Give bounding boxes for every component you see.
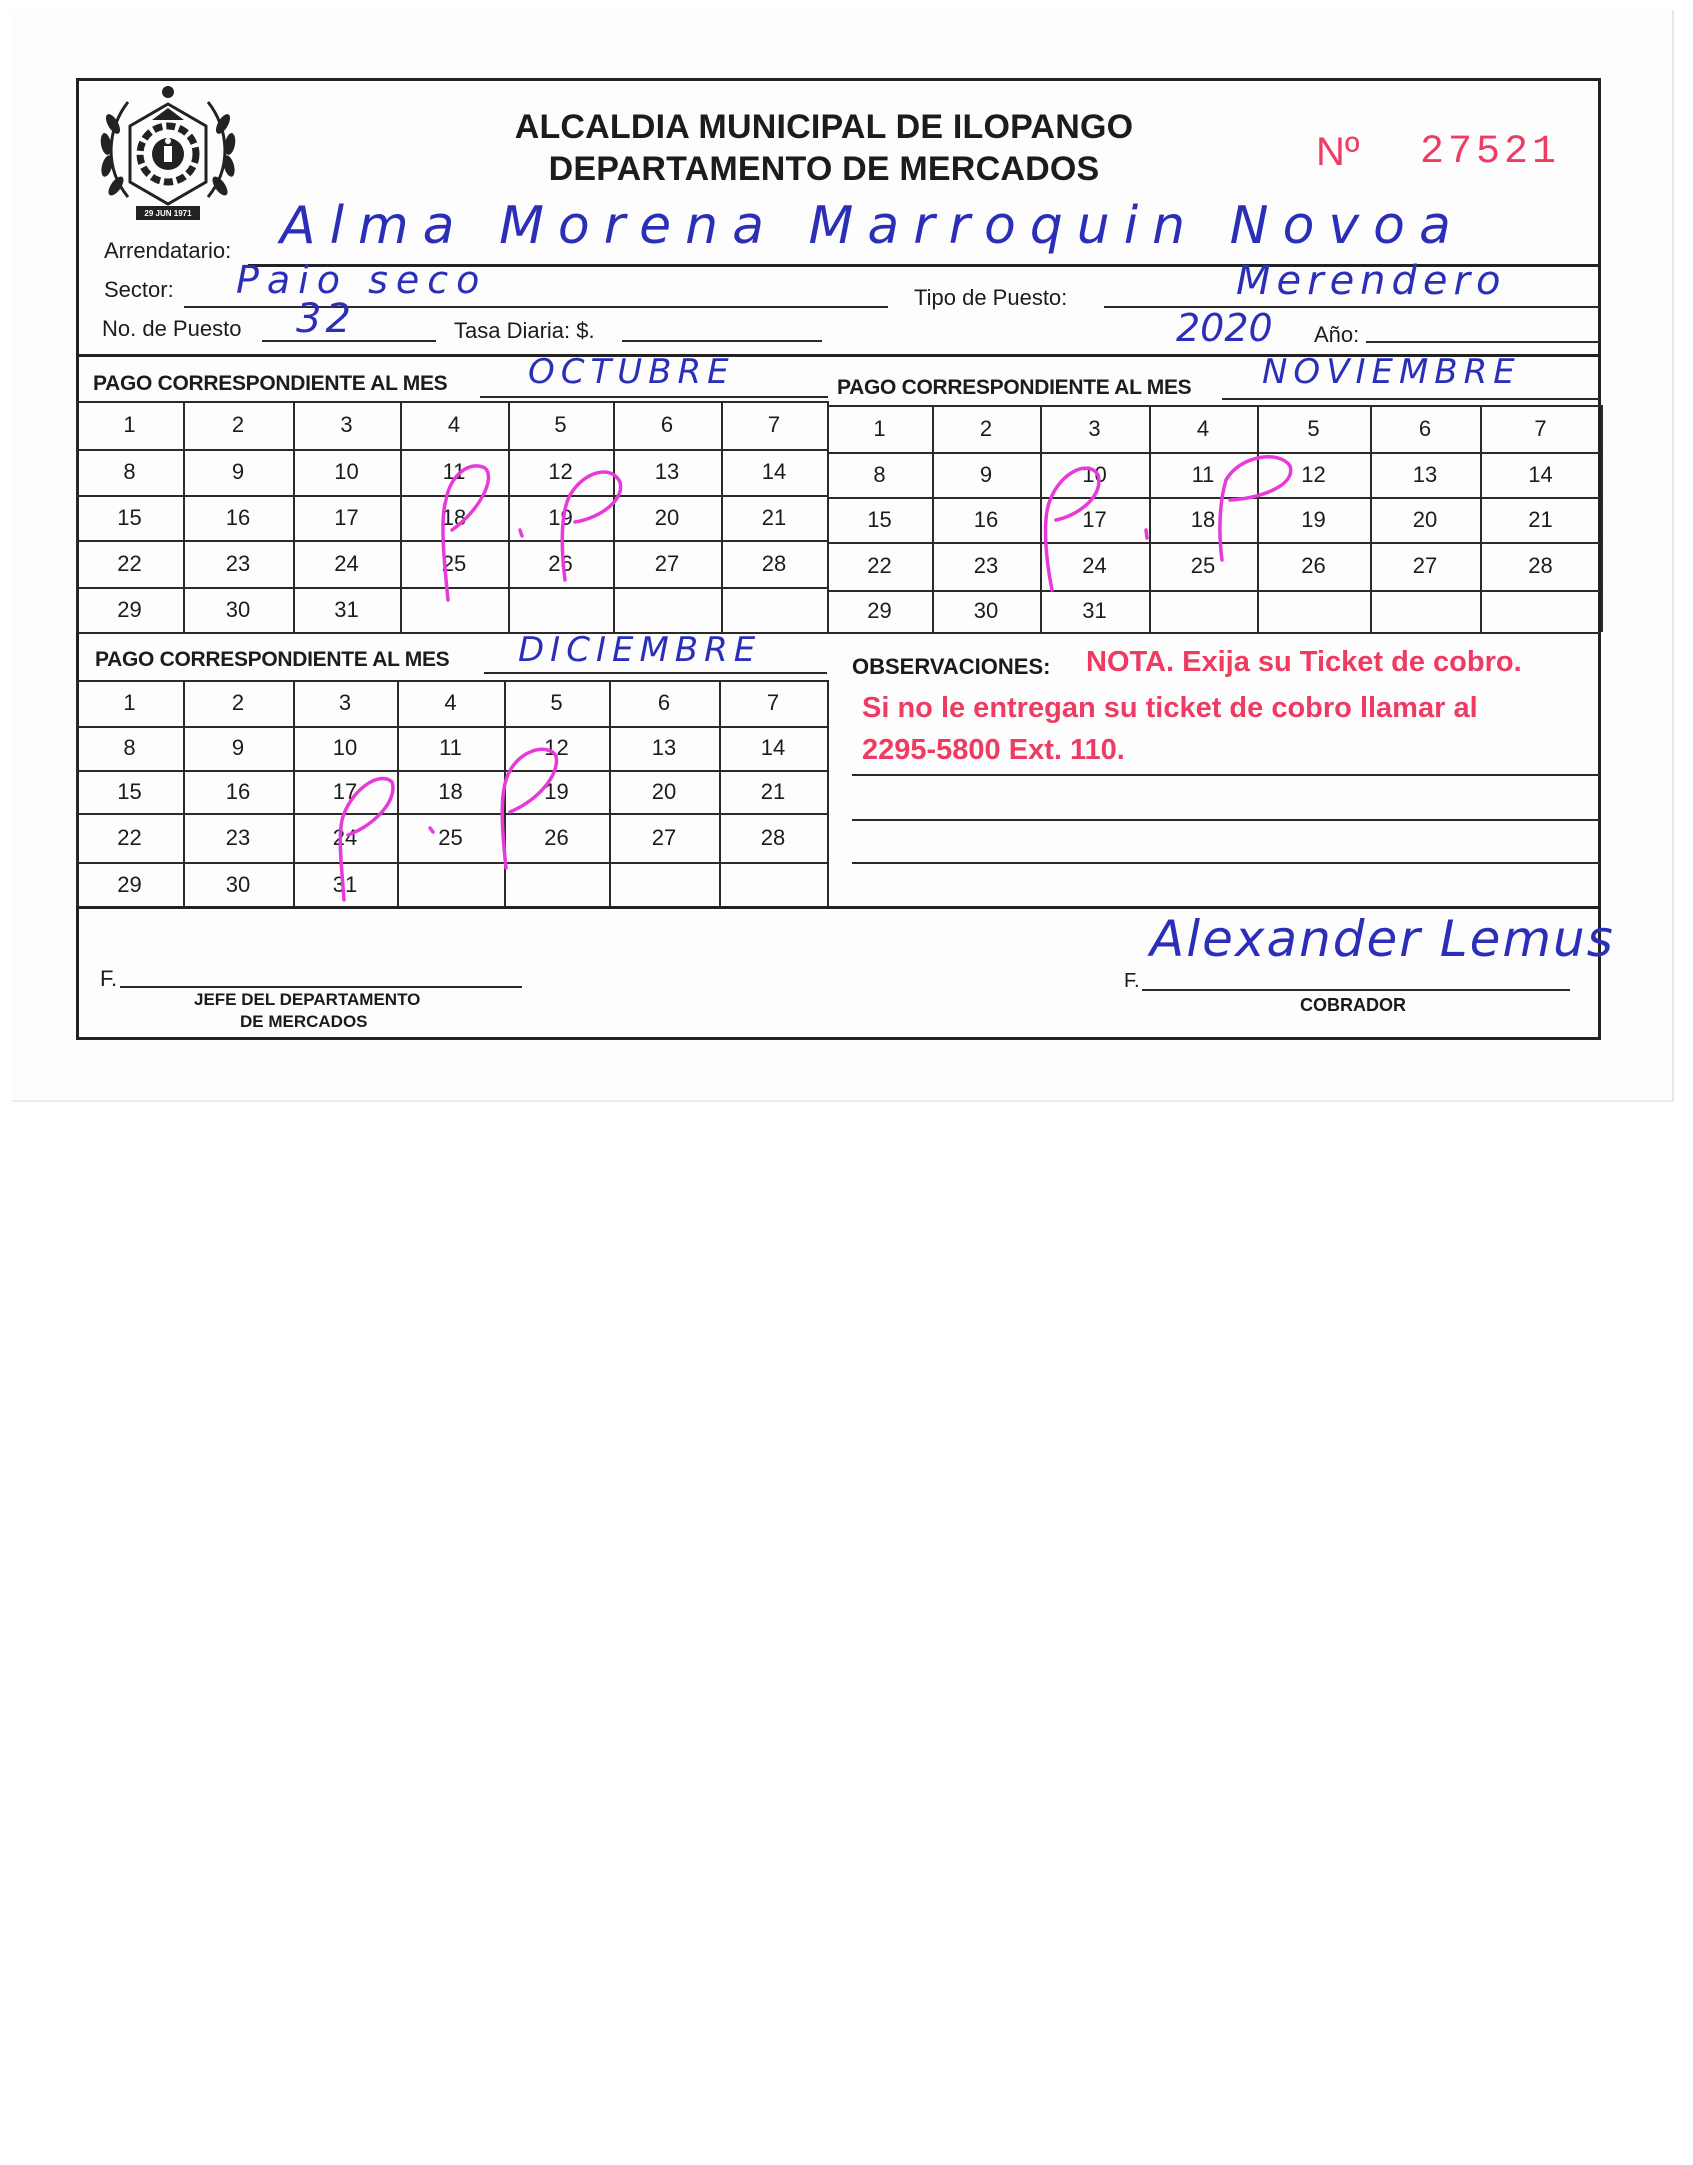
observaciones-note-line2: Si no le entregan su ticket de cobro llamar al [862,692,1478,724]
grid-row-line [827,405,1601,407]
signature-divider [76,906,1601,909]
day-cell[interactable]: 4 [444,690,457,715]
observaciones-line [852,774,1601,776]
day-cell[interactable]: 23 [225,824,251,850]
day-cell[interactable]: 26 [1301,553,1326,578]
day-cell[interactable]: 21 [761,504,787,530]
grid-row-line [76,726,827,728]
day-cell[interactable]: 7 [766,690,780,715]
signature-right-line [1142,989,1570,991]
day-cell[interactable]: 1 [123,412,136,437]
grid-row-line [76,680,827,682]
day-cell[interactable]: 24 [332,824,358,850]
day-cell[interactable]: 28 [1528,553,1553,578]
day-cell[interactable]: 4 [447,412,461,437]
day-cell[interactable]: 14 [1528,461,1553,487]
day-cell[interactable]: 9 [231,459,245,484]
day-cell[interactable]: 11 [1191,461,1215,487]
observaciones-note-line1: NOTA. Exija su Ticket de cobro. [1086,646,1522,678]
tasa-diaria-label: Tasa Diaria: $. [454,318,595,343]
day-cell[interactable]: 1 [873,415,886,441]
signature-right-prefix: F. [1124,970,1140,992]
arrendatario-label: Arrendatario: [104,238,232,263]
day-cell[interactable]: 24 [1082,553,1107,578]
day-cell[interactable]: 29 [117,871,142,897]
day-cell[interactable]: 20 [1412,506,1438,532]
day-cell[interactable]: 28 [760,824,786,850]
day-cell[interactable]: 14 [761,459,787,484]
day-cell[interactable]: 23 [225,550,251,576]
day-cell[interactable]: 27 [1412,553,1438,578]
grid-row-line [76,813,827,815]
grid-row-line [76,587,827,589]
day-cell[interactable]: 2 [231,412,245,437]
observaciones-line [852,862,1601,864]
day-cell[interactable]: 17 [334,504,359,530]
day-cell[interactable]: 27 [654,550,680,576]
grid-row-line [827,542,1601,544]
day-cell[interactable]: 21 [760,778,786,804]
day-cell[interactable]: 20 [654,504,680,530]
day-cell[interactable]: 3 [338,690,352,715]
anio-label: Año: [1314,322,1360,347]
day-cell[interactable]: 15 [117,778,142,804]
day-cell[interactable]: 31 [334,596,359,622]
day-cell[interactable]: 29 [867,598,892,623]
day-cell[interactable]: 4 [1196,415,1210,441]
month-value-noviembre[interactable]: NOVIEMBRE [1262,352,1521,392]
month-label-octubre: PAGO CORRESPONDIENTE AL MES [93,372,448,395]
day-cell[interactable]: 13 [1412,461,1438,487]
puesto-value[interactable]: 32 [296,296,355,342]
day-cell[interactable]: 16 [225,504,251,530]
day-cell[interactable]: 3 [340,412,353,437]
grid-row-line [827,632,1601,634]
day-cell[interactable]: 29 [117,596,142,622]
day-cell[interactable]: 5 [554,412,567,437]
day-cell[interactable]: 19 [544,778,569,804]
seal-band-text: 29 JUN 1971 [144,209,192,218]
day-cell[interactable]: 22 [117,824,142,850]
day-cell[interactable]: 10 [332,735,358,760]
day-cell[interactable]: 2 [231,690,245,715]
day-cell[interactable]: 20 [651,778,677,804]
month-value-octubre[interactable]: OCTUBRE [528,352,735,392]
day-cell[interactable]: 1 [123,690,136,715]
day-cell[interactable]: 19 [1301,506,1326,532]
month-label-diciembre: PAGO CORRESPONDIENTE AL MES [95,648,450,671]
tipo-puesto-label: Tipo de Puesto: [914,285,1068,310]
day-cell[interactable]: 9 [979,461,993,487]
day-cell[interactable]: 18 [438,778,463,804]
month-value-diciembre[interactable]: DICIEMBRE [518,630,762,670]
month-line-noviembre [1222,398,1601,400]
day-cell[interactable]: 25 [438,824,463,850]
month-line-diciembre [484,672,827,674]
header-title-line1: ALCALDIA MUNICIPAL DE ILOPANGO [514,108,1134,146]
day-cell[interactable]: 22 [867,553,892,578]
day-cell[interactable]: 26 [548,550,573,576]
day-cell[interactable]: 28 [761,550,787,576]
day-cell[interactable]: 14 [760,735,786,760]
grid-row-line [76,862,827,864]
day-cell[interactable]: 6 [657,690,671,715]
month-label-noviembre: PAGO CORRESPONDIENTE AL MES [837,376,1192,399]
day-cell[interactable]: 15 [117,504,142,530]
grid-row-line [76,770,827,772]
day-cell[interactable]: 7 [767,412,781,437]
observaciones-label: OBSERVACIONES: [852,654,1051,679]
day-cell[interactable]: 17 [332,778,358,804]
day-cell[interactable]: 23 [973,553,999,578]
signature-left-role-line2: DE MERCADOS [240,1012,368,1031]
day-cell[interactable]: 21 [1528,506,1553,532]
day-cell[interactable]: 24 [334,550,359,576]
day-cell[interactable]: 15 [867,506,892,532]
signature-left-role-line1: JEFE DEL DEPARTAMENTO [194,990,421,1009]
day-cell[interactable]: 25 [1190,553,1216,578]
day-cell[interactable]: 17 [1082,506,1107,532]
day-cell[interactable]: 12 [1301,461,1326,487]
signature-left-line [120,986,522,988]
day-cell[interactable]: 8 [873,461,886,487]
day-cell[interactable]: 25 [441,550,467,576]
sector-value[interactable]: Paio seco [236,258,488,302]
grid-row-line [827,497,1601,499]
grid-row-line [76,401,827,403]
day-cell[interactable]: 8 [123,459,136,484]
day-cell[interactable]: 13 [654,459,680,484]
arrendatario-value[interactable]: Alma Morena Marroquin Novoa [280,196,1465,256]
day-cell[interactable]: 5 [1307,415,1320,441]
signature-left-prefix: F. [100,966,118,991]
receipt-number: 27521 [1420,130,1561,175]
puesto-line [262,340,436,342]
grid-row-line [76,540,827,542]
month-line-octubre [480,396,828,398]
day-cell[interactable]: 30 [225,596,251,622]
day-cell[interactable]: 9 [231,735,245,760]
sector-line [184,306,888,308]
receipt-number-prefix: Nº [1316,130,1360,174]
day-cell[interactable]: 22 [117,550,142,576]
day-cell[interactable]: 19 [548,504,573,530]
puesto-label: No. de Puesto [102,316,242,341]
day-cell[interactable]: 7 [1534,415,1547,441]
day-cell[interactable]: 11 [442,459,466,484]
day-cell[interactable]: 16 [225,778,251,804]
tipo-puesto-value[interactable]: Merendero [1236,258,1507,304]
grid-row-line [76,449,827,451]
grid-col-line [827,680,829,907]
municipal-seal-icon [88,82,248,232]
day-cell[interactable]: 31 [1082,598,1107,623]
sector-label: Sector: [104,277,174,302]
day-cell[interactable]: 27 [651,824,677,850]
day-cell[interactable]: 6 [660,412,674,437]
day-cell[interactable]: 3 [1088,415,1101,441]
signature-right-role: COBRADOR [1300,995,1406,1015]
observaciones-note-line3: 2295-5800 Ext. 110. [862,734,1125,766]
grid-row-line [827,452,1601,454]
observaciones-line [852,819,1601,821]
grid-col-line [1601,405,1603,632]
grid-row-line [827,590,1601,592]
day-cell[interactable]: 5 [550,690,563,715]
day-cell[interactable]: 2 [979,415,993,441]
day-cell[interactable]: 18 [441,504,467,530]
tasa-diaria-line [622,340,822,342]
anio-value[interactable]: 2020 [1176,306,1273,350]
anio-line [1366,341,1601,343]
day-cell[interactable]: 26 [544,824,569,850]
day-cell[interactable]: 16 [973,506,999,532]
day-cell[interactable]: 10 [1082,461,1107,487]
day-cell[interactable]: 6 [1418,415,1432,441]
signature-right-name: Alexander Lemus [1150,910,1615,968]
day-cell[interactable]: 13 [651,735,677,760]
day-cell[interactable]: 30 [973,598,999,623]
header-title-line2: DEPARTAMENTO DE MERCADOS [548,150,1100,188]
day-cell[interactable]: 11 [439,735,462,760]
day-cell[interactable]: 31 [332,871,358,897]
day-cell[interactable]: 30 [225,871,251,897]
day-cell[interactable]: 10 [334,459,359,484]
day-cell[interactable]: 18 [1190,506,1216,532]
grid-row-line [76,495,827,497]
day-cell[interactable]: 12 [544,735,569,760]
day-cell[interactable]: 8 [123,735,136,760]
day-cell[interactable]: 12 [548,459,573,484]
